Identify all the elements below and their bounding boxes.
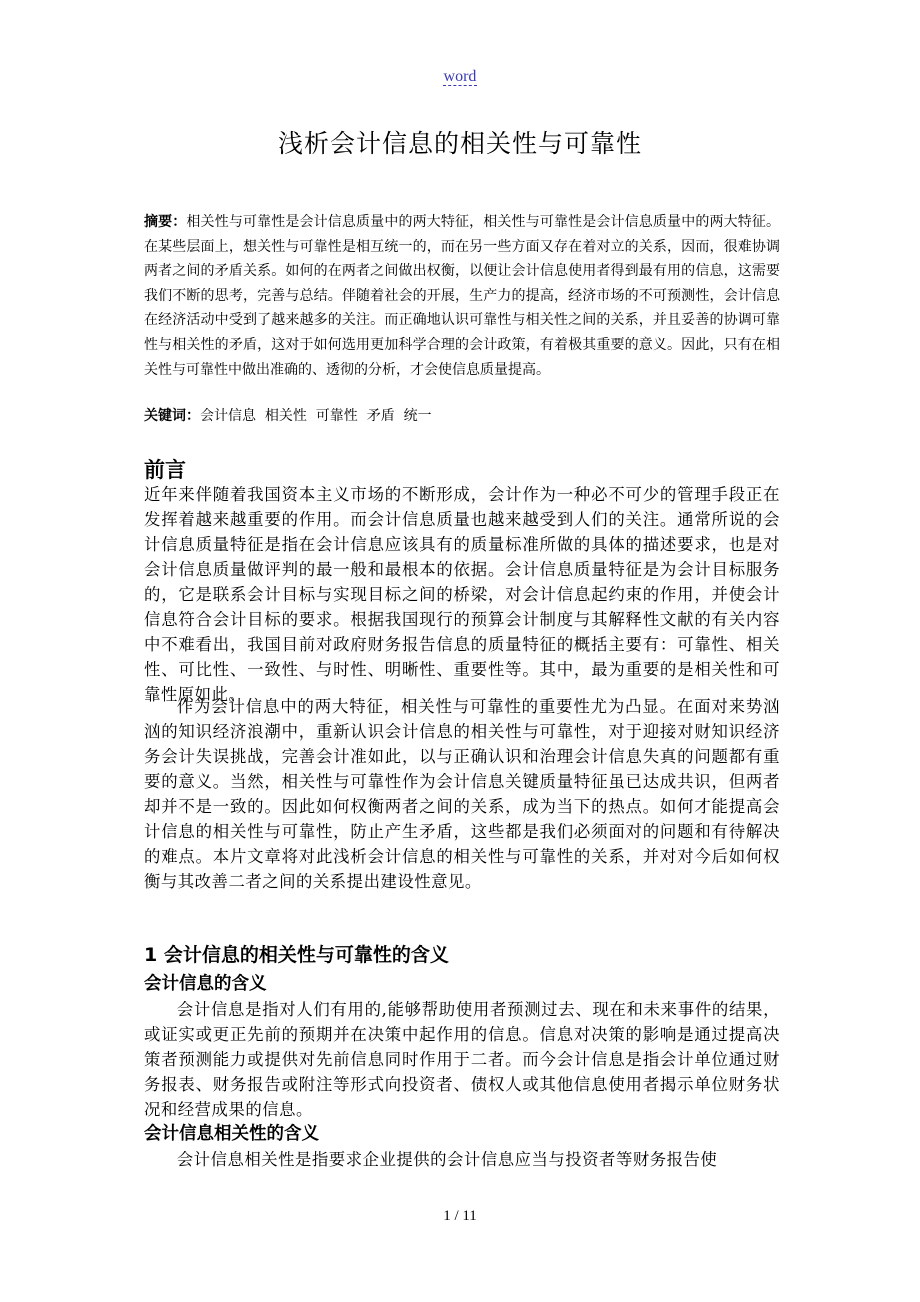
keywords-label: 关键词：: [144, 408, 200, 424]
section-1-2-heading: 会计信息相关性的含义: [144, 1124, 319, 1144]
abstract: [144, 210, 780, 382]
page-number: 1 / 11: [443, 1208, 477, 1224]
abstract-text: 相关性与可靠性是会计信息质量中的两大特征，相关性与可靠性是会计信息质量中的两大特征。在某些层面上，想关性与可靠性是相互统一的，而在另一些方面又存在着对立的关系，因而，很难协调两者之间的矛盾关系。如何的在两者之间做出权衡，以便让会计信息使用者得到最有用的信息，这需要我们不断的思考，完善与总结。伴随着社会的开展，生产力的提高，经济市场的不可预测性，会计信息在经济活动中受到了越来越多的关注。而正确地认识可靠性与相关性之间的关系，并且妥善的协调可靠性与相关性的矛盾，这对于如何选用更加科学合理的会计政策，有着极其重要的意义。因此，只有在相关性与可靠性中做出准确的、透彻的分析，才会使信息质量提高。: [144, 214, 781, 378]
section-1-heading: 1 会计信息的相关性与可靠性的含义: [144, 944, 449, 966]
header-link-text[interactable]: word: [443, 68, 477, 85]
section-1-1-heading: 会计信息的含义: [144, 974, 267, 994]
preface-heading: 前言: [144, 458, 186, 482]
abstract-label: 摘要：: [144, 214, 187, 230]
keywords-text: 会计信息 相关性 可靠性 矛盾 统一: [200, 408, 432, 424]
header-word-link[interactable]: [0, 68, 920, 86]
section-1-2-paragraph: 会计信息相关性是指要求企业提供的会计信息应当与投资者等财务报告使: [176, 1150, 718, 1169]
preface-paragraph-2: 作为会计信息中的两大特征，相关性与可靠性的重要性尤为凸显。在面对来势汹汹的知识经济浪潮中，重新认识会计信息的相关性与可靠性，对于迎接对财知识经济务会计失误挑战，完善会计准如此，以与正确认识和治理会计信息失真的问题都有重要的意义。当然，相关性与可靠性作为会计信息关键质量特征虽已达成共识，但两者却并不是一致的。因此如何权衡两者之间的关系，成为当下的热点。如何才能提高会计信息的相关性与可靠性，防止产生矛盾，这些都是我们必须面对的问题和有待解决的难点。本片文章将对此浅析会计信息的相关性与可靠性的关系，并对对今后如何权衡与其改善二者之间的关系提出建设性意见。: [144, 697, 780, 891]
keywords: [144, 406, 780, 426]
page-title: 浅析会计信息的相关性与可靠性: [277, 129, 642, 158]
section-1-1-paragraph: 会计信息是指对人们有用的,能够帮助使用者预测过去、现在和未来事件的结果，或证实或更正先前的预期并在决策中起作用的信息。信息对决策的影响是通过提高决策者预测能力或提供对先前信息同时作用于二者。而今会计信息是指会计单位通过财务报表、财务报告或附注等形式向投资者、债权人或其他信息使用者揭示单位财务状况和经营成果的信息。: [144, 1000, 780, 1119]
preface-paragraph-1: 近年来伴随着我国资本主义市场的不断形成，会计作为一种必不可少的管理手段正在发挥着越来越重要的作用。而会计信息质量也越来越受到人们的关注。通常所说的会计信息质量特征是指在会计信息应该具有的质量标准所做的具体的描述要求，也是对会计信息质量做评判的最一般和最根本的依据。会计信息质量特征是为会计目标服务的，它是联系会计目标与实现目标之间的桥梁，对会计信息起约束的作用，并使会计信息符合会计目标的要求。根据我国现行的预算会计制度与其解释性文献的有关内容中不难看出，我国目前对政府财务报告信息的质量特征的概括主要有：可靠性、相关性、可比性、一致性、与时性、明晰性、重要性等。其中，最为重要的是相关性和可靠性原如此。: [144, 485, 780, 704]
